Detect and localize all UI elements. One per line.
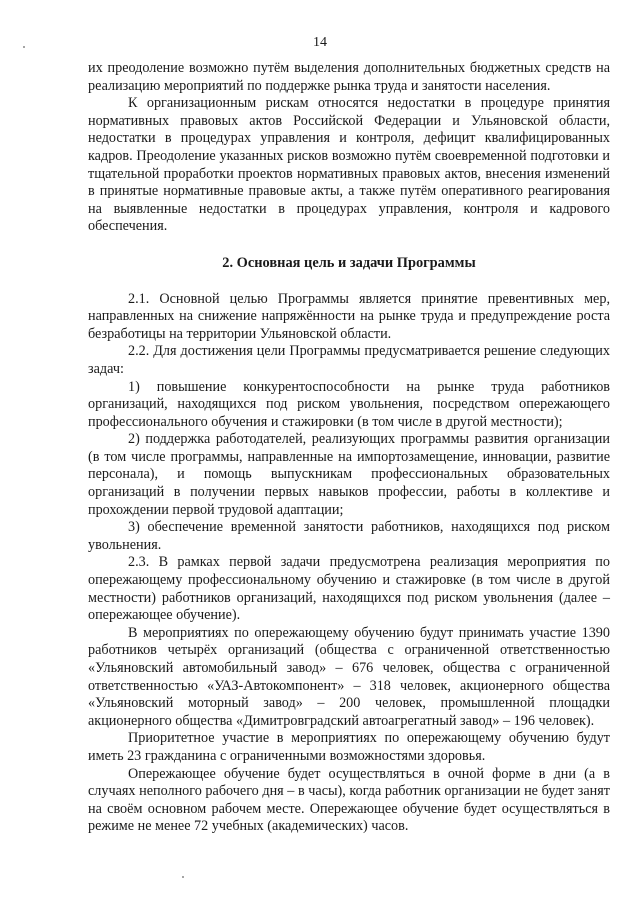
list-item: 3) обеспечение временной занятости работников, находящихся под риском увольнения.	[88, 519, 610, 553]
scan-speck	[182, 876, 184, 878]
scan-speck	[23, 46, 25, 48]
paragraph: Приоритетное участие в мероприятиях по опережающему обучению будут иметь 23 гражданина с ограниченными возможностями здоровья.	[88, 730, 610, 764]
list-item: 2) поддержка работодателей, реализующих программы развития организации (в том числе программы, направленные на импортозамещение, инновации, развитие персонала), и помощь выпускникам профессиональных образовательных организаций в получении первых навыков профессии, работы в коллективе и прохождении первой трудовой адаптации;	[88, 431, 610, 518]
paragraph: их преодоление возможно путём выделения дополнительных бюджетных средств на реализацию мероприятий по поддержке рынка труда и занятости населения.	[88, 60, 610, 94]
paragraph: Опережающее обучение будет осуществляться в очной форме в дни (а в случаях неполного рабочего дня – в часы), когда работник организации не будет занят на своём основном рабочем месте. Опережающее обучение будет осуществляться в режиме не менее 72 учебных (академических) часов.	[88, 765, 610, 835]
page-number: 14	[313, 35, 327, 50]
paragraph: 2.1. Основной целью Программы является принятие превентивных мер, направленных на снижение напряжённости на рынке труда и предупреждение роста безработицы на территории Ульяновской области.	[88, 290, 610, 342]
page-body	[88, 60, 610, 836]
paragraph: В мероприятиях по опережающему обучению будут принимать участие 1390 работников четырёх организаций (общества с ограниченной ответственностью «Ульяновский автомобильный завод» – 676 человек, общества с ограниченной ответственностью «УАЗ-Автокомпонент» – 318 человек, акционерного общества «Ульяновский моторный завод» – 200 человек, промышленной площадки акционерного общества «Димитровградский автоагрегатный завод» – 196 человек).	[88, 624, 610, 729]
list-item: 1) повышение конкурентоспособности на рынке труда работников организаций, находящихся под риском увольнения, посредством опережающего профессионального обучения и стажировки (в том числе в другой местности);	[88, 378, 610, 430]
paragraph: 2.2. Для достижения цели Программы предусматривается решение следующих задач:	[88, 343, 610, 377]
paragraph: 2.3. В рамках первой задачи предусмотрена реализация мероприятия по опережающему профессиональному обучению и стажировке (в том числе в другой местности) работников организаций, находящихся под риском увольнения (далее – опережающее обучение).	[88, 554, 610, 624]
paragraph: К организационным рискам относятся недостатки в процедуре принятия нормативных правовых актов Российской Федерации и Ульяновской области, недостатки в процедурах управления и контроля, дефицит квалифицированных кадров. Преодоление указанных рисков возможно путём своевременной подготовки и тщательной проработки проектов нормативных правовых актов, внесения изменений в принятые нормативные правовые акты, а также путём оперативного реагирования на выявленные недостатки в процедурах управления, контроля и кадрового обеспечения.	[88, 95, 610, 235]
section-heading: 2. Основная цель и задачи Программы	[222, 254, 476, 271]
